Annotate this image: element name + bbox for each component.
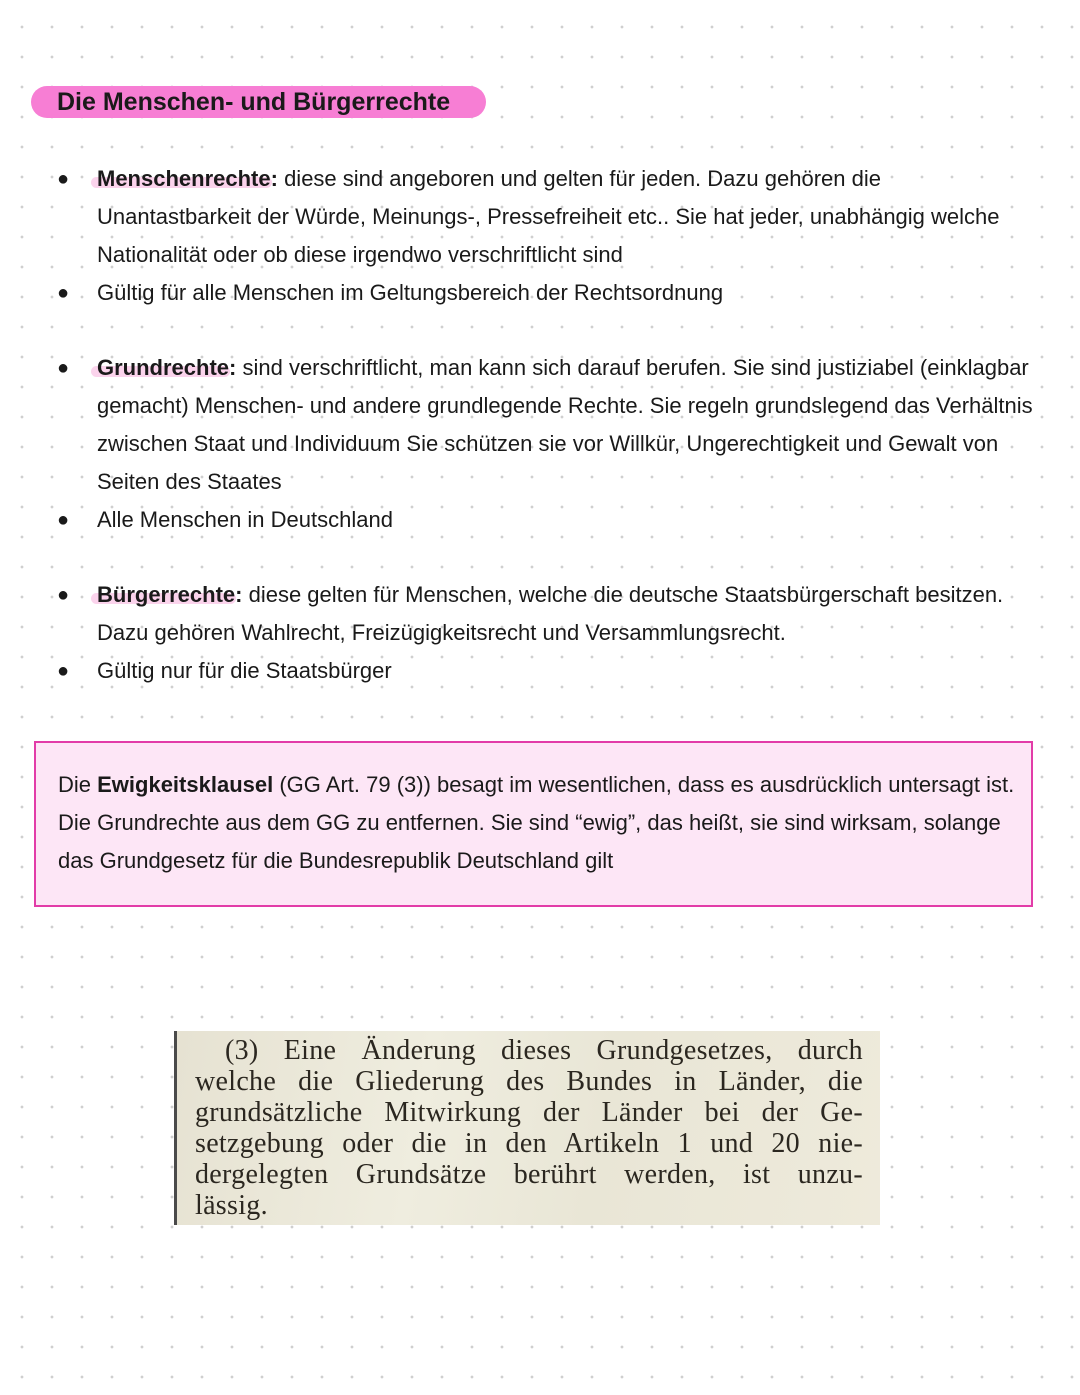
quote-line: setzgebung oder die in den Artikeln 1 und 20 nie- — [195, 1128, 863, 1159]
ewigkeitsklausel-note — [34, 741, 1033, 907]
gg-article-excerpt-image — [174, 1031, 880, 1225]
note-text: Die Ewigkeitsklausel (GG Art. 79 (3)) besagt im wesentlichen, dass es ausdrücklich untersagt ist. Die Grundrechte aus dem GG zu entfernen. Sie sind “ewig”, das heißt, sie sind wirksam, solange das Grundgesetz für die Bundesrepublik Deutschland gilt — [58, 772, 1015, 873]
list-item-scope-grundrechte — [57, 501, 1037, 539]
bullet-icon: ● — [57, 168, 70, 190]
quote-line: dergelegten Grundsätze berührt werden, ist unzu- — [195, 1159, 863, 1190]
definition-menschenrechte: diese sind angeboren und gelten für jeden. Dazu gehören die Unantastbarkeit der Würde, Meinungs-, Pressefreiheit etc.. Sie hat jeder, unabhängig welche Nationalität oder ob diese irgendwo verschriftlicht sind — [97, 166, 1000, 267]
quote-line: welche die Gliederung des Bundes in Länder, die — [195, 1066, 863, 1097]
list-item-menschenrechte — [57, 160, 1037, 274]
scope-grundrechte: Alle Menschen in Deutschland — [97, 507, 393, 532]
scope-buergerrechte: Gültig nur für die Staatsbürger — [97, 658, 392, 683]
term-menschenrechte: Menschenrechte: — [97, 166, 278, 191]
quote-line: (3) Eine Änderung dieses Grundgesetzes, durch — [225, 1035, 863, 1066]
list-item-buergerrechte — [57, 576, 1037, 652]
term-grundrechte: Grundrechte: — [97, 355, 237, 380]
quote-line: grundsätzliche Mitwirkung der Länder bei der Ge- — [195, 1097, 863, 1128]
bullet-icon: ● — [57, 509, 70, 531]
term-buergerrechte: Bürgerrechte: — [97, 582, 243, 607]
page-title: Die Menschen- und Bürgerrechte — [57, 88, 451, 116]
list-item-scope-menschenrechte — [57, 274, 1037, 312]
note-term: Ewigkeitsklausel — [97, 772, 274, 797]
scope-menschenrechte: Gültig für alle Menschen im Geltungsbereich der Rechtsordnung — [97, 280, 724, 305]
bullet-icon: ● — [57, 282, 70, 304]
quote-line: lässig. — [195, 1190, 268, 1221]
list-item-grundrechte — [57, 349, 1037, 501]
definition-grundrechte: sind verschriftlicht, man kann sich darauf berufen. Sie sind justiziabel (einklagbar gemacht) Menschen- und andere grundlegende Rechte. Sie regeln grundslegend das Verhältnis zwischen Staat und Individuum Sie schützen sie vor Willkür, Ungerechtigkeit und Gewalt von Seiten des Staates — [97, 355, 1033, 494]
definition-buergerrechte: diese gelten für Menschen, welche die deutsche Staatsbürgerschaft besitzen. Dazu gehören Wahlrecht, Freizügigkeitsrecht und Versammlungsrecht. — [97, 582, 1004, 645]
list-item-scope-buergerrechte — [57, 652, 1037, 690]
bullet-icon: ● — [57, 584, 70, 606]
bullet-icon: ● — [57, 660, 70, 682]
bullet-icon: ● — [57, 357, 70, 379]
